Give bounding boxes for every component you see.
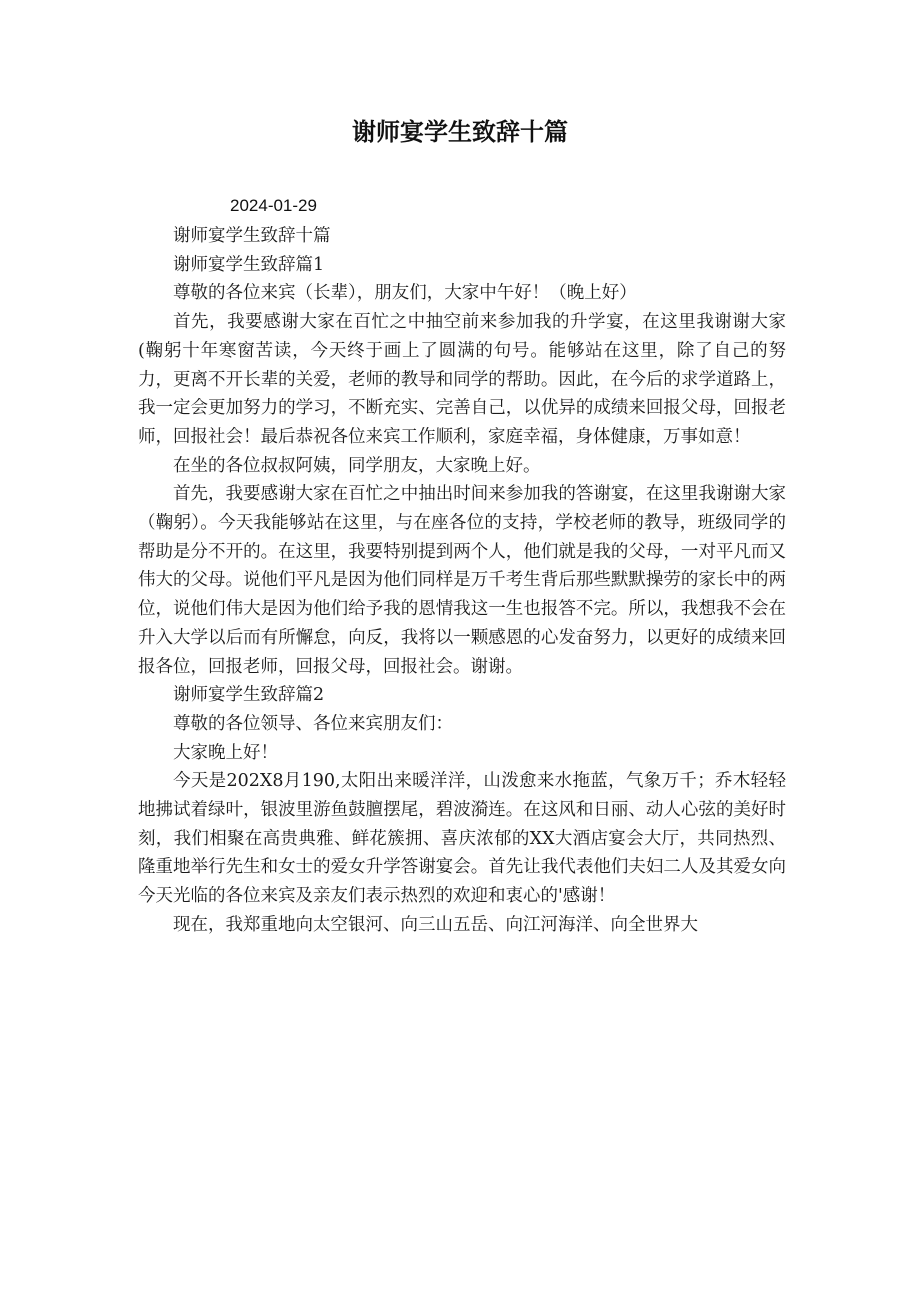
document-date: 2024-01-29: [230, 196, 317, 215]
paragraph: 尊敬的各位来宾（长辈），朋友们，大家中午好！（晚上好）: [173, 283, 637, 304]
paragraph: 现在，我郑重地向太空银河、向三山五岳、向江河海洋、向全世界大: [173, 914, 698, 935]
paragraph: 谢师宴学生致辞篇1: [173, 254, 325, 275]
paragraph: 今天是202X8月190,太阳出来暖洋洋，山泼愈来水拖蓝，气象万千；乔木轻轻地拂试着绿叶，银波里游鱼鼓膻摆尾，碧波漪连。在这风和日丽、动人心弦的美好时刻，我们相聚在高贵典雅、鲜花簇拥、喜庆浓郁的XX大酒店宴会大厅，共同热烈、隆重地举行先生和女士的爱女升学答谢宴会。首先让我代表他们夫妇二人及其爱女向今天光临的各位来宾及亲友们表示热烈的欢迎和衷心的'感谢！: [138, 771, 786, 907]
paragraph: 谢师宴学生致辞篇2: [173, 685, 325, 706]
document-title: 谢师宴学生致辞十篇: [352, 118, 568, 146]
paragraph: 尊敬的各位领导、各位来宾朋友们：: [173, 713, 453, 734]
paragraph: 在坐的各位叔叔阿姨，同学朋友，大家晚上好。: [173, 455, 541, 476]
paragraph: 谢师宴学生致辞十篇: [173, 226, 331, 246]
document-body: [138, 222, 786, 940]
paragraph: 大家晚上好！: [173, 742, 278, 763]
paragraph: 首先，我要感谢大家在百忙之中抽空前来参加我的升学宴，在这里我谢谢大家(鞠躬十年寒窗苦读，今天终于画上了圆满的句号。能够站在这里，除了自己的努力，更离不开长辈的关爱，老师的教导和同学的帮助。因此，在今后的求学道路上，我一定会更加努力的学习，不断充实、完善自己，以优异的成绩来回报父母，回报老师，回报社会！最后恭祝各位来宾工作顺利，家庭幸福，身体健康，万事如意！: [138, 312, 786, 447]
paragraph: 首先，我要感谢大家在百忙之中抽出时间来参加我的答谢宴，在这里我谢谢大家（鞠躬）。今天我能够站在这里，与在座各位的支持，学校老师的教导，班级同学的帮助是分不开的。在这里，我要特别提到两个人，他们就是我的父母，一对平凡而又伟大的父母。说他们平凡是因为他们同样是万千考生背后那些默默操劳的家长中的两位，说他们伟大是因为他们给予我的恩情我这一生也报答不完。所以，我想我不会在升入大学以后而有所懈怠，向反，我将以一颗感恩的心发奋努力，以更好的成绩来回报各位，回报老师，回报父母，回报社会。谢谢。: [138, 484, 786, 677]
